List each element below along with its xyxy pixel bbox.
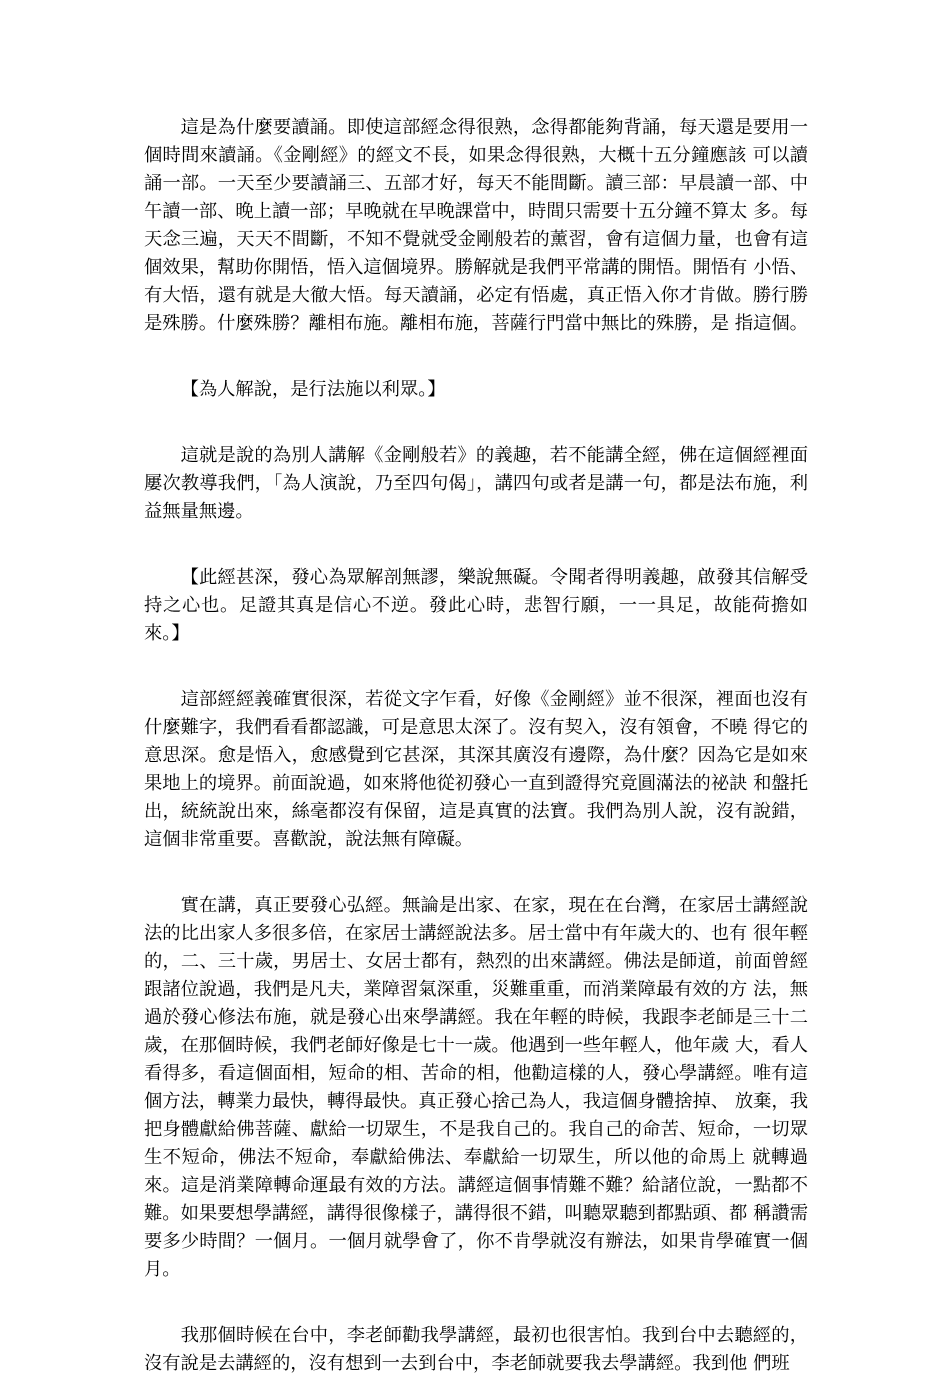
paragraph-explaining-diamond-prajna: 這就是說的為別人講解《金剛般若》的義趣，若不能講全經，佛在這個經裡面屢次教導我們，「為人演說，乃至四句偈」，講四句或者是講一句，都是法布施，利益無量無邊。: [144, 445, 808, 522]
paragraph-sutra-meaning-deep: 這部經經義確實很深，若從文字乍看，好像《金剛經》並不很深，裡面也沒有什麼難字，我們看看都認識，可是意思太深了。沒有契入，沒有領會，不曉 得它的意思深。愈是悟入，愈感覺到它甚深，其深其廣沒有邊際，為什麼？因為它是如來果地上的境界。前面說過，如來將他從初發心一直到證得究竟圓滿法的祕訣 和盤托出，統統說出來，絲毫都沒有保留，這是真實的法寶。我們為別人說，沒有說錯，這個非常重要。喜歡說，說法無有障礙。: [144, 689, 808, 850]
paragraph-taichung-memory: 我那個時候在台中，李老師勸我學講經，最初也很害怕。我到台中去聽經的，沒有說是去講經的，沒有想到一去到台中，李老師就要我去學講經。我到他 們班: [144, 1325, 808, 1374]
paragraph-reading-recitation: 這是為什麼要讀誦。即使這部經念得很熟，念得都能夠背誦，每天還是要用一個時間來讀誦。《金剛經》的經文不長，如果念得很熟，大概十五分鐘應該 可以讀誦一部。一天至少要讀誦三、五部才好，每天不能間斷。讀三部：早晨讀一部、中午讀一部、晚上讀一部；早晚就在早晚課當中，時間只需要十五分鐘不算太 多。每天念三遍，天天不間斷，不知不覺就受金剛般若的薰習，會有這個力量，也會有這個效果，幫助你開悟，悟入這個境界。勝解就是我們平常講的開悟。開悟有 小悟、有大悟，還有就是大徹大悟。每天讀誦，必定有悟處，真正悟入你才肯做。勝行勝是殊勝。什麼殊勝？離相布施。離相布施，菩薩行門當中無比的殊勝，是 指這個。: [144, 117, 808, 334]
quote-sutra-very-deep: 【此經甚深，發心為眾解剖無謬，樂說無礙。令聞者得明義趣，啟發其信解受持之心也。足證其真是信心不逆。發此心時，悲智行願，一一具足，故能荷擔如來。】: [144, 567, 808, 644]
paragraph-spacer: [144, 1284, 808, 1322]
paragraph-spacer: [144, 338, 808, 376]
paragraph-spacer: [144, 526, 808, 564]
document-page: [144, 114, 808, 1378]
paragraph-propagating-sutra: 實在講，真正要發心弘經。無論是出家、在家，現在在台灣，在家居士講經說法的比出家人多很多倍，在家居士講經說法多。居士當中有年歲大的、也有 很年輕的，二、三十歲，男居士、女居士都有，熱烈的出來講經。佛法是師道，前面曾經跟諸位說過，我們是凡夫，業障習氣深重，災難重重，而消業障最有效的方 法，無過於發心修法布施，就是發心出來學講經。我在年輕的時候，我跟李老師是三十二歲，在那個時候，我們老師好像是七十一歲。他遇到一些年輕人，他年歲 大，看人看得多，看這個面相，短命的相、苦命的相，他勸這樣的人，發心學講經。唯有這個方法，轉業力最快，轉得最快。真正發心捨己為人，我這個身體捨掉、 放棄，我把身體獻給佛菩薩、獻給一切眾生，不是我自己的。我自己的命苦、短命，一切眾生不短命，佛法不短命，奉獻給佛法、奉獻給一切眾生，所以他的命馬上 就轉過來。這是消業障轉命運最有效的方法。講經這個事情難不難？給諸位說，一點都不難。如果要想學講經，講得很像樣子，講得很不錯，叫聽眾聽到都點頭、都 稱讚需要多少時間？一個月。一個月就學會了，你不肯學就沒有辦法，如果肯學確實一個月。: [144, 895, 808, 1280]
paragraph-spacer: [144, 648, 808, 686]
paragraph-spacer: [144, 404, 808, 442]
paragraph-spacer: [144, 854, 808, 892]
quote-explaining-for-others: 【為人解說，是行法施以利眾。】: [180, 379, 446, 400]
